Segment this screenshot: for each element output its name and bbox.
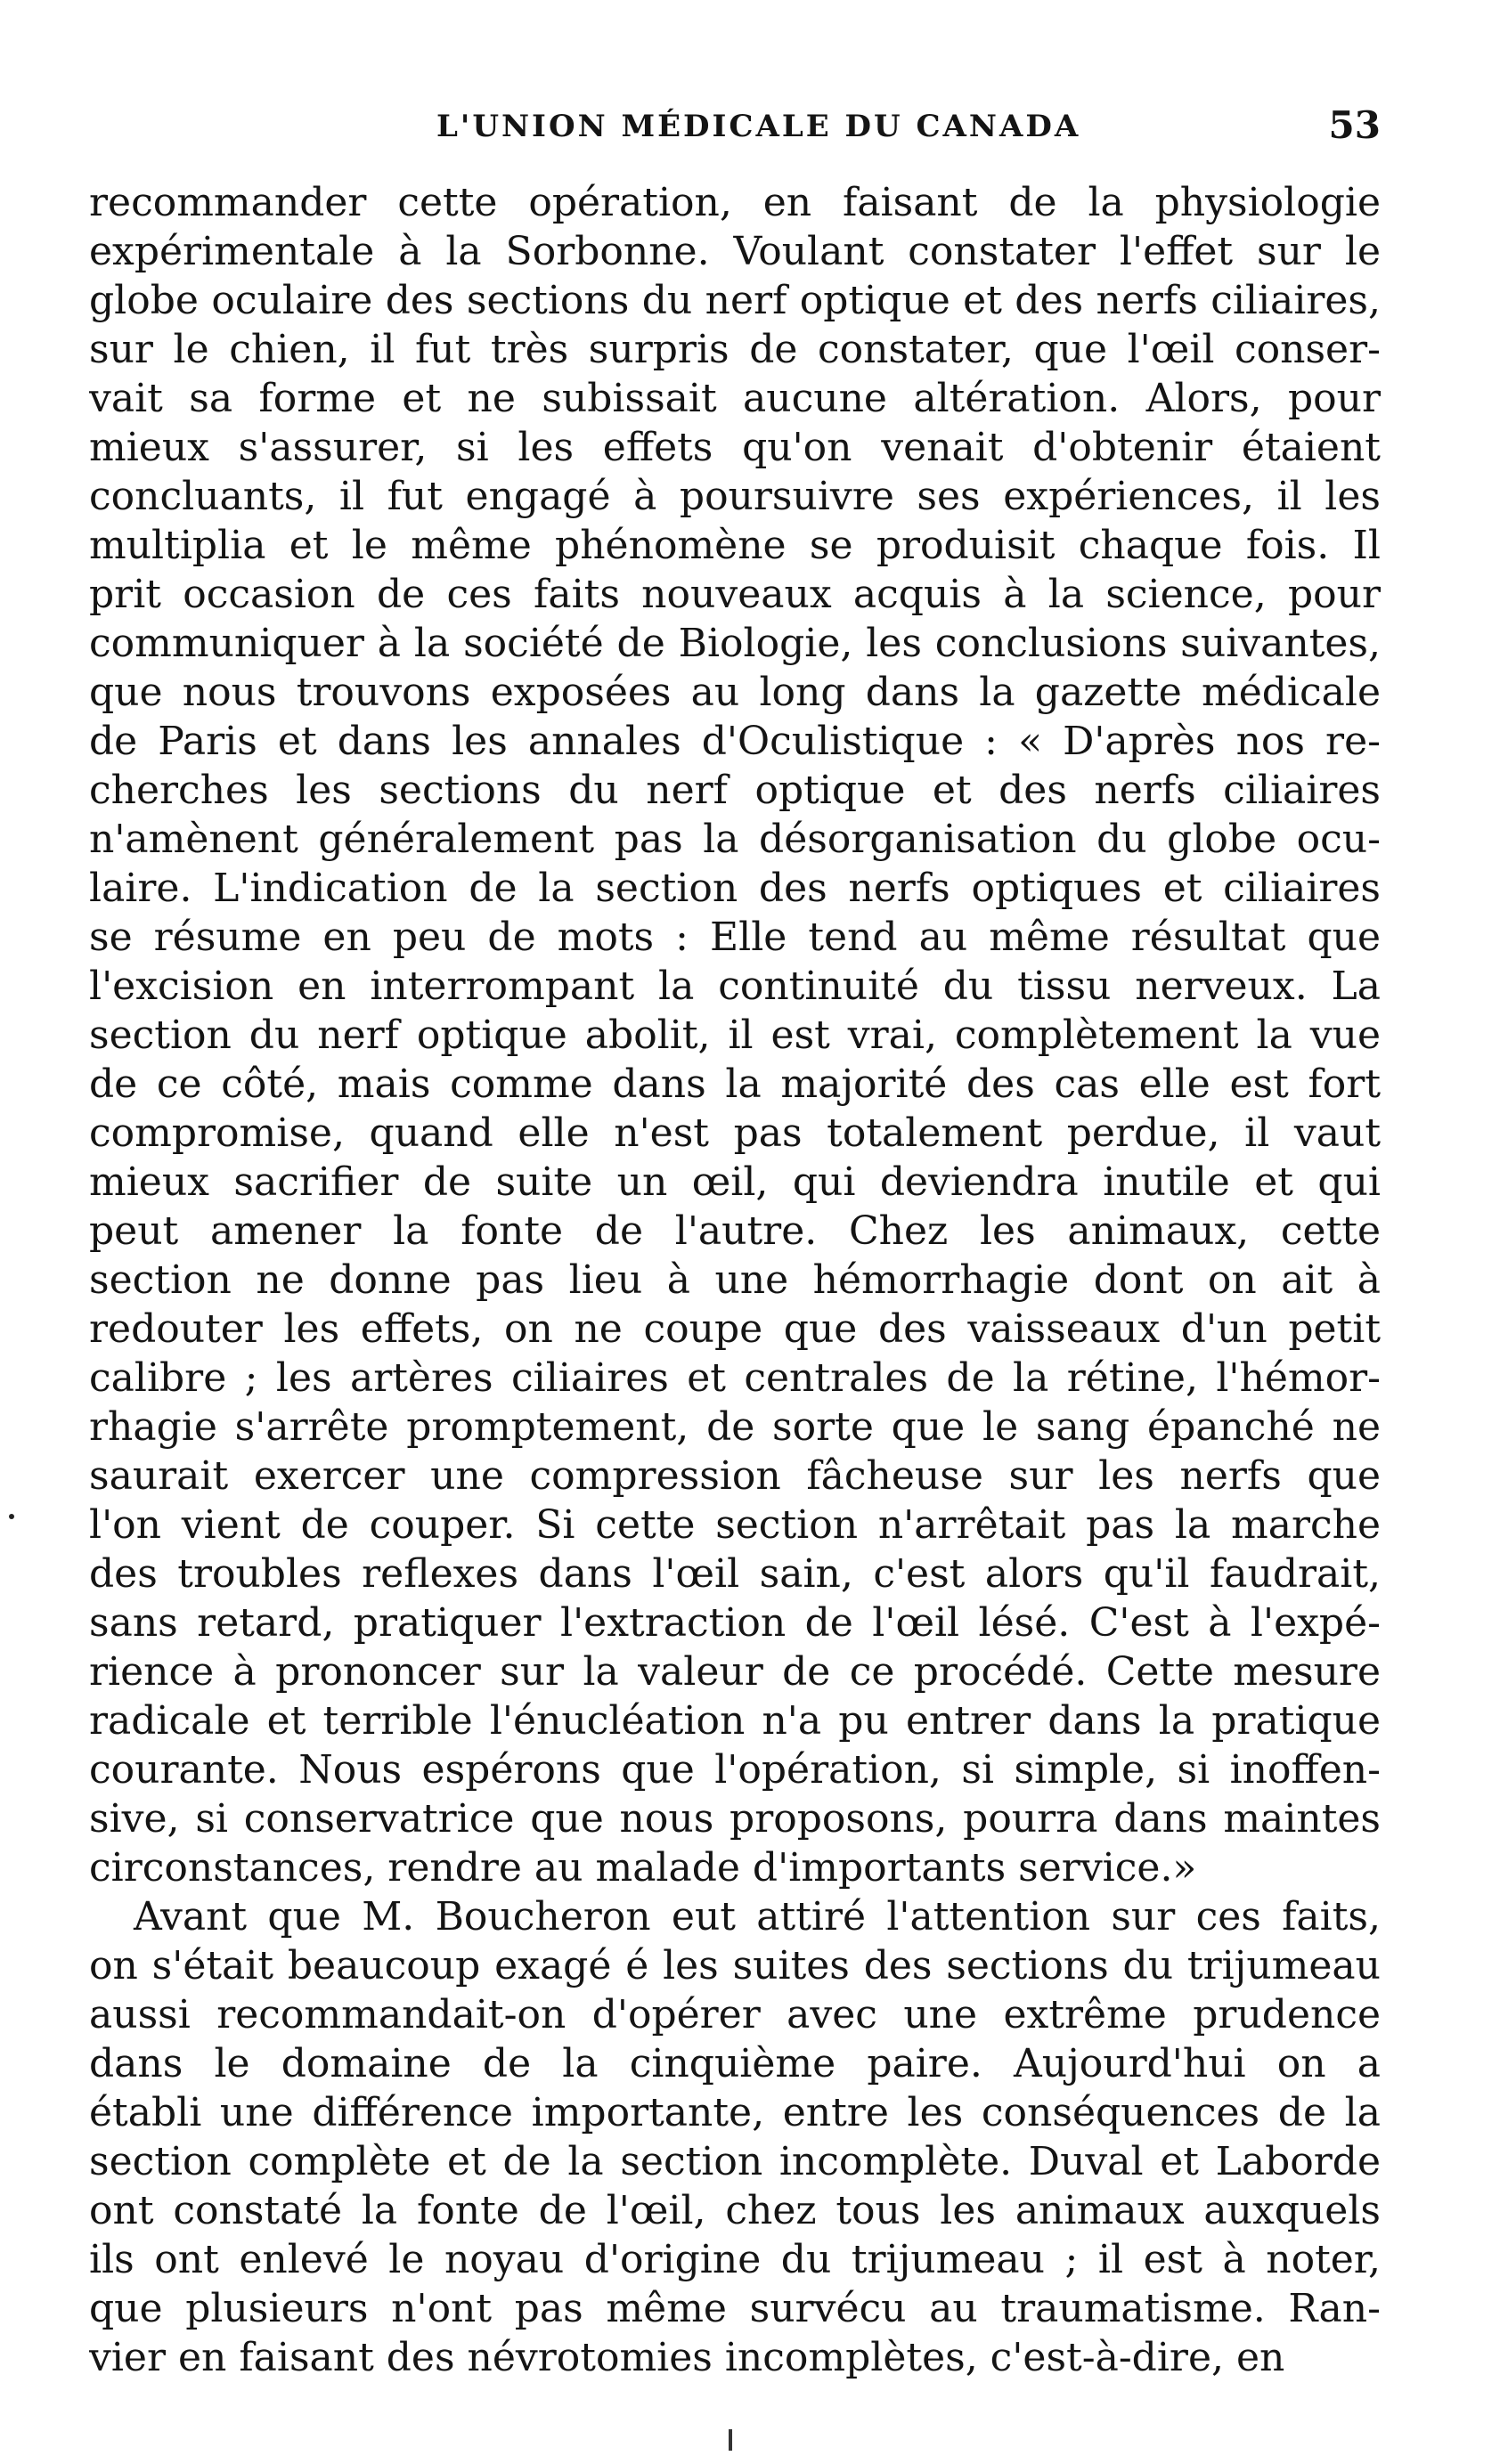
text-line: circonstances, rendre au malade d'importants service.» (89, 1845, 1197, 1891)
text-line: on s'était beaucoup exagé é les suites des sections du trijumeau (89, 1943, 1381, 1988)
paragraph (89, 178, 1381, 1892)
text-line: Avant que M. Boucheron eut attiré l'attention sur ces faits, (134, 1894, 1381, 1939)
page-header (89, 103, 1381, 162)
text-line: l'excision en interrompant la continuité du tissu nerveux. La (89, 964, 1381, 1009)
text-line: des troubles reflexes dans l'œil sain, c'est alors qu'il faudrait, (89, 1551, 1381, 1597)
text-line: établi une différence importante, entre les conséquences de la (89, 2090, 1381, 2135)
text-line: rience à prononcer sur la valeur de ce procédé. Cette mesure (89, 1649, 1381, 1695)
running-head: L'UNION MÉDICALE DU CANADA (436, 109, 1081, 144)
text-line: cherches les sections du nerf optique et des nerfs ciliaires (89, 768, 1381, 813)
text-line: se résume en peu de mots : Elle tend au même résultat que (89, 915, 1381, 960)
text-line: sive, si conservatrice que nous proposons, pourra dans maintes (89, 1796, 1381, 1842)
text-line: section ne donne pas lieu à une hémorrhagie dont on ait à (89, 1257, 1381, 1303)
text-line: dans le domaine de la cinquième paire. Aujourd'hui on a (89, 2041, 1381, 2086)
text-line: prit occasion de ces faits nouveaux acquis à la science, pour (89, 572, 1381, 617)
text-line: mieux sacrifier de suite un œil, qui deviendra inutile et qui (89, 1159, 1381, 1205)
text-line: radicale et terrible l'énucléation n'a pu entrer dans la pratique (89, 1698, 1381, 1744)
scan-speck (9, 1514, 14, 1519)
text-line: sans retard, pratiquer l'extraction de l'œil lésé. C'est à l'expé- (89, 1600, 1381, 1646)
text-line: section du nerf optique abolit, il est vrai, complètement la vue (89, 1012, 1381, 1058)
text-line: vier en faisant des névrotomies incomplètes, c'est-à-dire, en (89, 2335, 1285, 2380)
paragraph (89, 1892, 1381, 2382)
text-line: compromise, quand elle n'est pas totalement perdue, il vaut (89, 1110, 1381, 1156)
text-line: recommander cette opération, en faisant de la physiologie (89, 180, 1381, 225)
text-line: ils ont enlevé le noyau d'origine du trijumeau ; il est à noter, (89, 2237, 1381, 2282)
text-line: vait sa forme et ne subissait aucune altération. Alors, pour (89, 376, 1381, 421)
text-line: laire. L'indication de la section des nerfs optiques et ciliaires (89, 866, 1381, 911)
text-line: sur le chien, il fut très surpris de constater, que l'œil conser- (89, 327, 1381, 372)
text-line: redouter les effets, on ne coupe que des vaisseaux d'un petit (89, 1306, 1381, 1352)
page-number: 53 (1328, 103, 1381, 147)
text-line: rhagie s'arrête promptement, de sorte que le sang épanché ne (89, 1404, 1381, 1450)
text-line: n'amènent généralement pas la désorganisation du globe ocu- (89, 817, 1381, 862)
text-line: que nous trouvons exposées au long dans la gazette médicale (89, 670, 1381, 715)
text-line: ont constaté la fonte de l'œil, chez tous les animaux auxquels (89, 2188, 1381, 2233)
text-line: mieux s'assurer, si les effets qu'on venait d'obtenir étaient (89, 425, 1381, 470)
text-line: section complète et de la section incomplète. Duval et Laborde (89, 2139, 1381, 2184)
text-line: de ce côté, mais comme dans la majorité des cas elle est fort (89, 1061, 1381, 1107)
text-line: concluants, il fut engagé à poursuivre ses expériences, il les (89, 474, 1381, 519)
text-line: peut amener la fonte de l'autre. Chez les animaux, cette (89, 1208, 1381, 1254)
scan-mark (729, 2429, 732, 2451)
text-line: que plusieurs n'ont pas même survécu au traumatisme. Ran- (89, 2286, 1381, 2331)
text-line: expérimentale à la Sorbonne. Voulant constater l'effet sur le (89, 229, 1381, 274)
body-text (89, 178, 1381, 2382)
text-line: multiplia et le même phénomène se produisit chaque fois. Il (89, 523, 1381, 568)
text-line: de Paris et dans les annales d'Oculistique : « D'après nos re- (89, 719, 1381, 764)
text-line: aussi recommandait-on d'opérer avec une extrême prudence (89, 1992, 1381, 2037)
text-line: saurait exercer une compression fâcheuse sur les nerfs que (89, 1453, 1381, 1499)
text-line: calibre ; les artères ciliaires et centrales de la rétine, l'hémor- (89, 1355, 1381, 1401)
text-line: globe oculaire des sections du nerf optique et des nerfs ciliaires, (89, 278, 1381, 323)
text-line: courante. Nous espérons que l'opération, si simple, si inoffen- (89, 1747, 1381, 1793)
text-line: communiquer à la société de Biologie, les conclusions suivantes, (89, 621, 1381, 666)
text-line: l'on vient de couper. Si cette section n'arrêtait pas la marche (89, 1502, 1381, 1548)
